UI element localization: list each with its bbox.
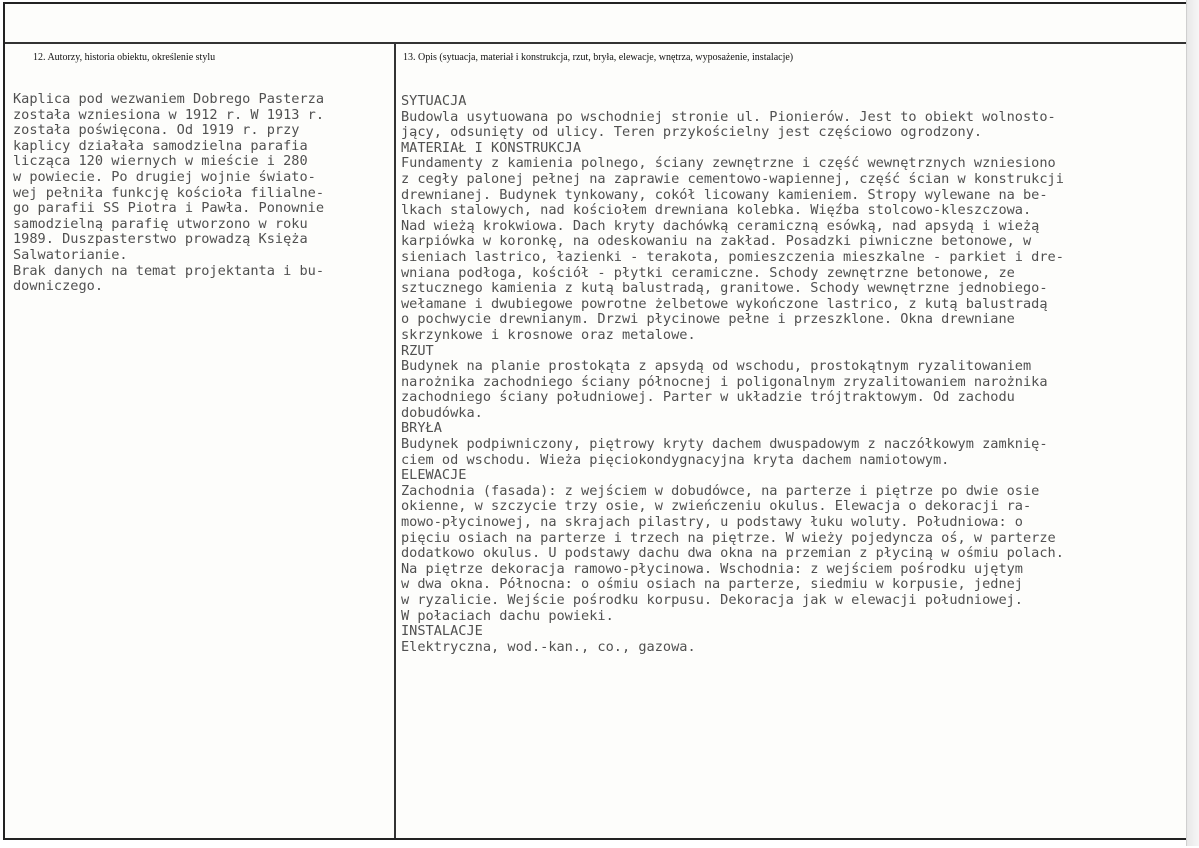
description-line: w ryzalicie. Wejście pośrodku korpusu. Dekoracja jak w elewacji południowej. [401, 592, 1023, 608]
description-line: drewnianej. Budynek tynkowany, cokół licowany kamieniem. Stropy wylewane na be- [401, 186, 1048, 203]
description-line: narożnika zachodniego ściany północnej i poligonalnym zryzalitowaniem narożnika [401, 373, 1048, 390]
description-line: ciem od wschodu. Wieża pięciokondygnacyjna kryta dachem namiotowym. [401, 451, 950, 468]
description-line: skrzynkowe i krosnowe oraz metalowe. [401, 326, 696, 343]
description-line: o pochwycie drewnianym. Drzwi płycinowe pełne i przeszklone. Okna drewniane [401, 311, 1015, 328]
history-line: samodzielną parafię utworzono w roku [13, 215, 308, 232]
history-line: 1989. Duszpasterstwo prowadzą Księża [13, 231, 308, 248]
history-line: go parafii SS Piotra i Pawła. Ponownie [13, 200, 324, 217]
description-line: Budynek na planie prostokąta z apsydą od wschodu, prostokątnym ryzalitowaniem [401, 358, 1032, 375]
description-line: Zachodnia (fasada): z wejściem w dobudówce, na parterze i piętrze po dwie osie [401, 482, 1040, 499]
description-line: sztucznego kamienia z kutą balustradą, granitowe. Schody wewnętrzne jednobiego- [401, 280, 1048, 297]
history-line: Kaplica pod wezwaniem Dobrego Pasterza [13, 91, 324, 107]
left-column-header: 12. Autorzy, historia obiektu, określenie stylu [33, 52, 216, 63]
description-line: z cegły palonej pełnej na zaprawie cementowo-wapiennej, część ścian w konstrukcji [401, 170, 1064, 187]
history-line: Salwatorianie. [13, 246, 128, 263]
description-line: karpiówka w koronkę, na odeskowaniu na zakład. Posadzki piwniczne betonowe, w [401, 233, 1032, 250]
description-line: okienne, w szczycie trzy osie, w zwieńczeniu okulus. Elewacja o dekoracji ra- [401, 498, 1032, 515]
description-line: Elektryczna, wod.-kan., co., gazowa. [401, 638, 696, 655]
description-line: Na piętrze dekoracja ramowo-płycinowa. Wschodnia: z wejściem pośrodku ujętym [401, 560, 1023, 577]
description-line: lkach stalowych, nad kościołem drewniana kolebka. Więźba stolcowo-kleszczowa. [401, 202, 1032, 219]
document-page [3, 2, 1190, 840]
description-line: Budynek podpiwniczony, piętrowy kryty dachem dwuspadowym z naczółkowym zamknię- [401, 436, 1048, 453]
section-heading: BRYŁA [401, 420, 442, 437]
history-line: downiczego. [13, 278, 104, 295]
section-heading: MATERIAŁ I KONSTRUKCJA [401, 139, 582, 156]
history-line: została wzniesiona w 1912 r. W 1913 r. [13, 106, 324, 123]
description-line: Budowla usytuowana po wschodniej stronie ul. Pionierów. Jest to obiekt wolnosto- [401, 108, 1056, 125]
description-line: sieniach lastrico, łazienki - terakota, pomieszczenia mieszkalne - parkiet i dre- [401, 248, 1064, 265]
history-line: w powiecie. Po drugiej wojnie świato- [13, 168, 316, 185]
description-line: W połaciach dachu powieki. [401, 607, 614, 624]
section-heading: RZUT [401, 342, 434, 359]
history-line: kaplicy działała samodzielna parafia [13, 137, 308, 154]
description-line: wniana podłoga, kościół - płytki ceramiczne. Schody zewnętrzne betonowe, ze [401, 264, 1015, 281]
section-heading: SYTUACJA [401, 93, 467, 109]
description-line: mowo-płycinowej, na skrajach pilastry, u podstawy łuku woluty. Południowa: o [401, 514, 1023, 531]
column-divider [394, 42, 396, 838]
section-heading: INSTALACJE [401, 623, 483, 640]
history-line: Brak danych na temat projektanta i bu- [13, 262, 324, 279]
description-line: w dwa okna. Północna: o ośmiu osiach na parterze, siedmiu w korpusie, jednej [401, 576, 1023, 593]
description-line: pięciu osiach na parterze i trzech na piętrze. W wieży pojedyncza oś, w parterze [401, 529, 1056, 546]
history-line: została poświęcona. Od 1919 r. przy [13, 122, 300, 139]
description-line: Fundamenty z kamienia polnego, ściany zewnętrzne i część wewnętrznych wzniesiono [401, 155, 1056, 172]
header-divider [5, 42, 1192, 44]
description-line: zachodniego ściany południowej. Parter w układzie trójtraktowym. Od zachodu [401, 389, 1015, 406]
description-line: dobudówka. [401, 404, 483, 421]
description-line: jący, odsunięty od ulicy. Teren przykościelny jest częściowo ogrodzony. [401, 124, 983, 141]
history-line: wej pełniła funkcję kościoła filialne- [13, 184, 324, 201]
description-text [401, 94, 1064, 655]
description-line: wełamane i dwubiegowe powrotne żelbetowe wykończone lastrico, z kutą balustradą [401, 295, 1048, 312]
section-heading: ELEWACJE [401, 467, 467, 484]
history-line: licząca 120 wiernych w mieście i 280 [13, 153, 308, 170]
right-column-header: 13. Opis (sytuacja, materiał i konstrukcja, rzut, bryła, elewacje, wnętrza, wyposażenie, instalacje) [403, 52, 794, 63]
description-line: Nad wieżą krokwiowa. Dach kryty dachówką ceramiczną esówką, nad apsydą i wieżą [401, 217, 1040, 234]
scan-page-edge [1186, 0, 1199, 846]
history-text [13, 92, 324, 295]
description-line: dodatkowo okulus. U podstawy dachu dwa okna na przemian z płyciną w ośmiu polach. [401, 545, 1064, 562]
